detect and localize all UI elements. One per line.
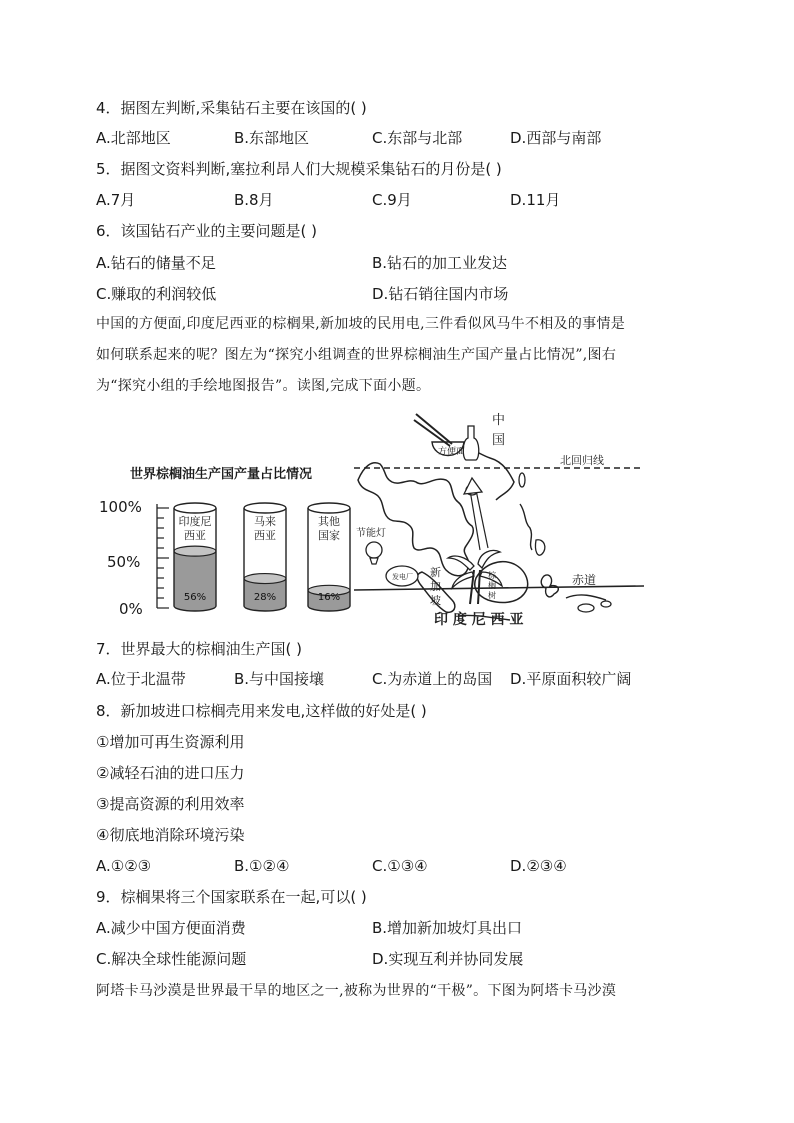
bar-top-0	[174, 503, 216, 513]
lamp-label: 节能灯	[356, 528, 386, 539]
q8-option-d[interactable]: D.②③④	[510, 857, 567, 875]
singapore-label-3: 坡	[430, 594, 441, 607]
intro2-line-1: 阿塔卡马沙漠是世界最干旱的地区之一,被称为世界的“干极”。下图为阿塔卡马沙漠	[96, 983, 617, 999]
question-6: 6．该国钻石产业的主要问题是( )	[96, 222, 318, 240]
bar-category-label: 西亚	[254, 529, 276, 542]
equator-label: 赤道	[572, 573, 597, 587]
q9-option-a[interactable]: A.减少中国方便面消费	[96, 919, 246, 937]
chart-title: 世界棕榈油生产国产量占比情况	[130, 467, 313, 482]
question-8: 8．新加坡进口棕榈壳用来发电,这样做的好处是( )	[96, 702, 427, 720]
q8-item-1: ①增加可再生资源利用	[96, 733, 245, 751]
palm-label-2: 榈	[488, 581, 496, 590]
bar-category-label: 印度尼	[178, 515, 212, 528]
trade-arrow-head	[464, 478, 482, 494]
ytick-100: 100%	[99, 498, 142, 516]
power-plant-label: 发电厂	[392, 573, 413, 581]
q7-option-d[interactable]: D.平原面积较广阔	[510, 670, 632, 688]
oil-bottle-icon	[463, 426, 479, 460]
question-9: 9．棕榈果将三个国家联系在一起,可以( )	[96, 888, 367, 906]
eastern-islands	[566, 595, 606, 600]
indonesia-label: 印 度 尼 西 亚	[434, 612, 524, 628]
philippines-coast	[520, 504, 532, 550]
bar-level-1	[244, 574, 286, 584]
q7-option-c[interactable]: C.为赤道上的岛国	[372, 670, 493, 688]
tropic-label: 北回归线	[560, 454, 604, 467]
q9-option-b[interactable]: B.增加新加坡灯具出口	[372, 919, 523, 937]
q5-option-a[interactable]: A.7月	[96, 191, 136, 209]
bar-value-label: 16%	[317, 592, 341, 603]
q4-option-b[interactable]: B.东部地区	[234, 129, 310, 147]
sea-map	[354, 412, 644, 628]
intro-line-3: 为“探究小组的手绘地图报告”。读图,完成下面小题。	[96, 378, 431, 394]
china-label-1: 中	[492, 413, 506, 428]
q6-option-d[interactable]: D.钻石销往国内市场	[372, 285, 509, 303]
equator-line	[354, 586, 644, 590]
island-3	[601, 601, 611, 607]
q8-item-3: ③提高资源的利用效率	[96, 795, 245, 813]
sulawesi-coast	[541, 575, 558, 597]
island-2	[578, 604, 594, 612]
bar-level-0	[174, 546, 216, 556]
ytick-0: 0%	[119, 600, 143, 618]
bar-category-label: 其他	[318, 515, 340, 528]
intro-line-2: 如何联系起来的呢？图左为“探究小组调查的世界棕榈油生产国产量占比情况”,图右	[96, 347, 617, 363]
china-label-2: 国	[492, 433, 506, 448]
palm-label-1: 棕	[488, 571, 496, 580]
bar-category-label: 西亚	[184, 529, 206, 542]
q4-option-a[interactable]: A.北部地区	[96, 129, 171, 147]
q4-option-c[interactable]: C.东部与北部	[372, 129, 463, 147]
singapore-label-2: 加	[430, 580, 441, 593]
question-5: 5．据图文资料判断,塞拉利昂人们大规模采集钻石的月份是( )	[96, 160, 502, 178]
bar-category-label: 马来	[254, 515, 276, 528]
q8-option-a[interactable]: A.①②③	[96, 857, 152, 875]
bars	[174, 503, 350, 611]
bar-value-label: 28%	[253, 592, 277, 603]
q9-option-d[interactable]: D.实现互利并协同发展	[372, 950, 524, 968]
q8-option-c[interactable]: C.①③④	[372, 857, 428, 875]
noodle-label: 方便面	[438, 447, 466, 457]
q7-option-a[interactable]: A.位于北温带	[96, 670, 186, 688]
question-7: 7．世界最大的棕榈油生产国( )	[96, 640, 303, 658]
bar-value-label: 56%	[183, 592, 207, 603]
bar-top-1	[244, 503, 286, 513]
bar-top-2	[308, 503, 350, 513]
q5-option-d[interactable]: D.11月	[510, 191, 561, 209]
intro-line-1: 中国的方便面,印度尼西亚的棕榈果,新加坡的民用电,三件看似风马牛不相及的事情是	[96, 316, 626, 332]
chopsticks-icon	[416, 414, 452, 444]
q8-option-b[interactable]: B.①②④	[234, 857, 290, 875]
palm-label-3: 树	[488, 591, 496, 600]
q5-option-b[interactable]: B.8月	[234, 191, 274, 209]
q4-option-d[interactable]: D.西部与南部	[510, 129, 602, 147]
trade-arrow-shaft	[470, 490, 480, 550]
q8-item-4: ④彻底地消除环境污染	[96, 826, 245, 844]
lamp-icon	[366, 542, 382, 558]
island-1	[535, 540, 544, 555]
q9-option-c[interactable]: C.解决全球性能源问题	[96, 950, 247, 968]
singapore-label-1: 新	[430, 566, 441, 579]
q6-option-c[interactable]: C.赚取的利润较低	[96, 285, 217, 303]
bar-category-label: 国家	[318, 529, 340, 542]
q6-option-b[interactable]: B.钻石的加工业发达	[372, 254, 508, 272]
q8-item-2: ②减轻石油的进口压力	[96, 764, 245, 782]
palm-oil-chart	[96, 408, 656, 630]
taiwan-island	[519, 473, 525, 487]
ytick-50: 50%	[107, 553, 141, 571]
q7-option-b[interactable]: B.与中国接壤	[234, 670, 325, 688]
q5-option-c[interactable]: C.9月	[372, 191, 412, 209]
palm-oil-figure	[96, 408, 656, 630]
question-4: 4．据图左判断,采集钻石主要在该国的( )	[96, 99, 367, 117]
q6-option-a[interactable]: A.钻石的储量不足	[96, 254, 216, 272]
ruler-ticks	[157, 508, 169, 608]
